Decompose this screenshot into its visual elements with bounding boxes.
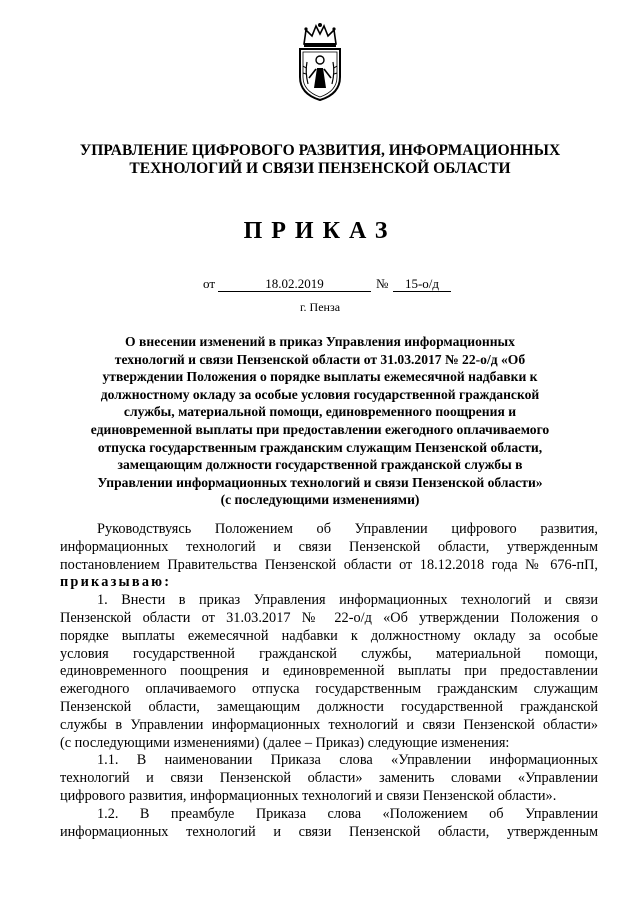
body-line: Руководствуясь Положением об Управлении цифрового развития, xyxy=(97,521,598,537)
body-line: 1.2. В преамбуле Приказа слова «Положением об Управлении xyxy=(97,805,598,822)
body-line: 1. Внести в приказ Управления информационных технологий и связи xyxy=(97,592,598,609)
body-line: Пензенской области, замещающим должности государственной гражданской xyxy=(60,698,598,715)
body-line: информационных технологий и связи Пензенской области, утвержденным xyxy=(60,823,598,840)
order-subject xyxy=(60,333,580,509)
body-line: порядке выплаты ежемесячной надбавки к должностному окладу за особые xyxy=(60,627,598,644)
order-body-text xyxy=(60,521,598,841)
org-name-line-2: ТЕХНОЛОГИЙ И СВЯЗИ ПЕНЗЕНСКОЙ ОБЛАСТИ xyxy=(129,160,511,177)
body-line: 1.1. В наименовании Приказа слова «Управлении информационных xyxy=(97,752,598,769)
subject-line: должностному окладу за особые условия государственной гражданской xyxy=(100,386,540,402)
body-line: условия государственной гражданской службы, материальной помощи, xyxy=(60,645,598,662)
subject-line: Управлении информационных технологий и связи Пензенской области» xyxy=(97,474,543,490)
coat-of-arms-emblem xyxy=(290,22,350,102)
order-number: 15-о/д xyxy=(393,276,451,292)
body-line: службы в Управлении информационных технологий и связи Пензенской области» xyxy=(60,716,598,733)
order-date-number-row xyxy=(0,276,640,292)
org-name-line-1: УПРАВЛЕНИЕ ЦИФРОВОГО РАЗВИТИЯ, ИНФОРМАЦИОННЫХ xyxy=(79,142,561,159)
body-line: ежегодного оплачиваемого отпуска государственным гражданским служащим xyxy=(60,681,598,698)
city: г. Пенза xyxy=(299,300,341,314)
body-line: единовременного поощрения и единовременной выплаты при предоставлении xyxy=(60,663,598,680)
order-date: 18.02.2019 xyxy=(218,276,371,292)
subject-line: замещающим должности государственной гражданской службы в xyxy=(117,457,523,473)
body-line: технологий и связи Пензенской области» заменить словами «Управлении xyxy=(60,770,598,787)
organization-name xyxy=(40,142,600,178)
body-line: Пензенской области от 31.03.2017 № 22-о/д «Об утверждении Положения о xyxy=(60,609,598,626)
number-label: № xyxy=(376,276,389,291)
subject-line: (с последующими изменениями) xyxy=(220,492,420,508)
body-line: (с последующими изменениями) (далее – Приказ) следующие изменения: xyxy=(60,734,510,751)
subject-line: технологий и связи Пензенской области от 31.03.2017 № 22-о/д «Об xyxy=(114,351,526,367)
order-directive: приказываю: xyxy=(60,574,172,591)
body-line: цифрового развития, информационных технологий и связи Пензенской области». xyxy=(60,787,557,804)
date-label: от xyxy=(203,276,216,291)
body-line: информационных технологий и связи Пензенской области, утвержденным xyxy=(60,538,598,555)
subject-line: единовременной выплаты при предоставлении ежегодного оплачиваемого xyxy=(90,421,550,437)
body-line: постановлением Правительства Пензенской области от 18.12.2018 года № 676-пП, xyxy=(60,556,598,573)
subject-line: службы, материальной помощи, единовременного поощрения и xyxy=(123,404,517,420)
document-type-title: ПРИКАЗ xyxy=(243,218,397,244)
subject-line: утверждении Положения о порядке выплаты ежемесячной надбавки к xyxy=(102,369,538,385)
subject-line: О внесении изменений в приказ Управления информационных xyxy=(125,334,515,349)
subject-line: отпуска государственным гражданским служащим Пензенской области, xyxy=(97,439,543,455)
